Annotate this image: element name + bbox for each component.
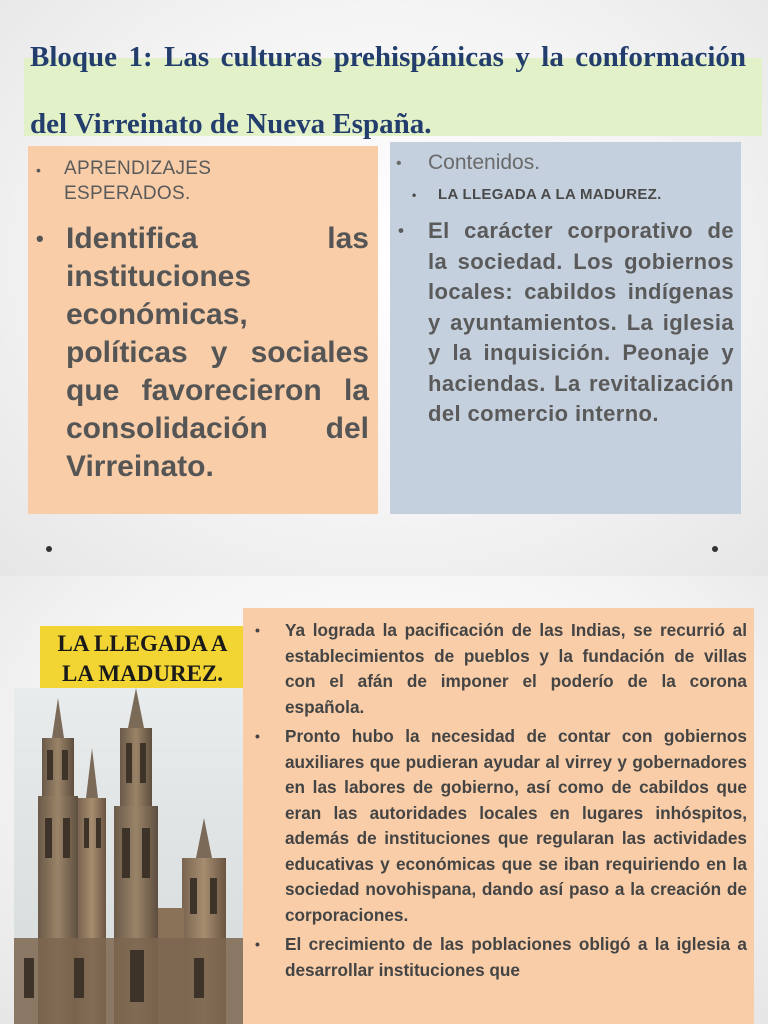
bullet: • <box>412 188 417 202</box>
bullet: • <box>255 936 260 952</box>
contents-heading-text: Contenidos. <box>428 151 541 174</box>
list-item <box>255 618 747 720</box>
learning-heading-text: APRENDIZAJES ESPERADOS. <box>64 158 212 204</box>
learning-main-list <box>36 220 369 486</box>
learning-main-text: Identifica las instituciones económicas, políticas y sociales que favorecieron la consolidación del Virreinato. <box>66 222 369 483</box>
contents-main-list <box>398 216 734 430</box>
slide-heading: LA LLEGADA A LA MADUREZ. <box>57 631 228 686</box>
cathedral-illustration <box>14 688 246 1024</box>
bullet: • <box>398 221 405 240</box>
list-item <box>255 932 747 983</box>
bullet: • <box>36 162 42 178</box>
list-item <box>255 724 747 928</box>
contents-sub-list <box>412 184 742 206</box>
empty-bullet-left <box>46 546 52 552</box>
bullet: • <box>255 728 260 744</box>
contents-heading-list <box>396 150 736 176</box>
contents-subheading-text: LA LLEGADA A LA MADUREZ. <box>438 186 662 203</box>
bullet: • <box>255 622 260 638</box>
learning-main <box>36 220 369 486</box>
learning-heading <box>36 156 336 206</box>
empty-bullet-right <box>712 546 718 552</box>
cathedral-photo <box>14 688 246 1024</box>
contents-heading <box>396 150 736 176</box>
learning-heading-list <box>36 156 336 206</box>
contents-subheading <box>412 184 742 206</box>
slide-title: Bloque 1: Las culturas prehispánicas y la conformación del Virreinato de Nueva España. <box>30 41 746 140</box>
paragraph-text: Ya lograda la pacificación de las Indias, se recurrió al establecimientos de pueblos y la fundación de villas con el afán de imponer el poderío de la corona española. <box>285 620 747 717</box>
paragraph-text: El crecimiento de las poblaciones obligó a la iglesia a desarrollar instituciones que <box>285 934 747 980</box>
contents-main-text: El carácter corporativo de la sociedad. Los gobiernos locales: cabildos indígenas y ayuntamientos. La iglesia y la inquisición. Peonaje y haciendas. La revitalización del comercio interno. <box>428 218 734 426</box>
contents-main <box>398 216 734 430</box>
bullet: • <box>396 155 402 172</box>
bullet: • <box>36 226 44 251</box>
slide-2 <box>0 576 768 1024</box>
paragraph-text: Pronto hubo la necesidad de contar con gobiernos auxiliares que pudieran ayudar al virrey y gobernadores en las labores de gobierno, así como de cabildos que eran las autoridades locales en lugares inhóspitos, además de instituciones que regularan las actividades educativas y económicas que se iban requiriendo en la sociedad novohispana, dando así paso a la creación de corporaciones. <box>285 726 747 925</box>
paragraph-list <box>255 618 747 987</box>
